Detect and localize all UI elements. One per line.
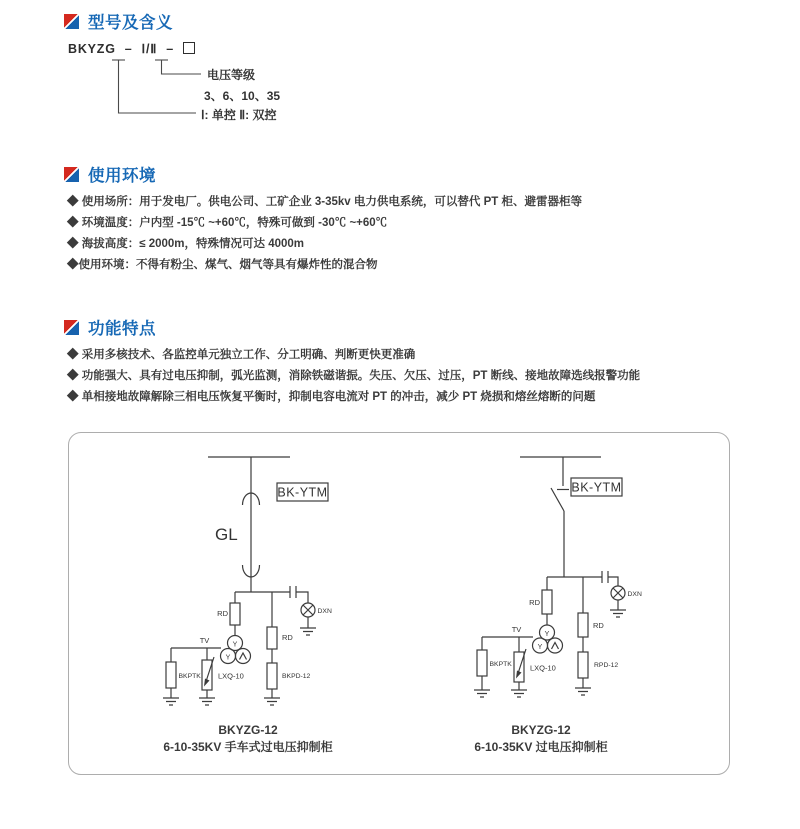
model-code-placeholder-box xyxy=(183,42,195,54)
fuse-label: RD xyxy=(529,598,540,607)
device-label: BK-YTM xyxy=(571,480,622,495)
ground-symbol xyxy=(575,688,591,695)
caption-name: 6-10-35KV 手车式过电压抑制柜 xyxy=(163,739,333,754)
arrester-symbol xyxy=(202,660,212,690)
device-label: BK-YTM xyxy=(277,485,328,500)
dxn-label: DXN xyxy=(627,591,642,598)
fuse-label: RD xyxy=(593,621,604,630)
lamp-symbol xyxy=(611,586,625,600)
caption-left xyxy=(118,722,378,755)
wire xyxy=(296,592,308,603)
section-marker-icon xyxy=(64,14,79,29)
rpd-label: RPD-12 xyxy=(594,662,619,669)
ground-symbol xyxy=(610,610,626,617)
voltage-transformer-symbol xyxy=(533,625,563,653)
list-item: ◆ 海拔高度：≤ 2000m，特殊情况可达 4000m xyxy=(67,238,305,250)
caption-model: BKYZG-12 xyxy=(218,723,278,737)
winding-label: Y xyxy=(537,644,543,651)
capacitor-symbol xyxy=(602,571,608,583)
features-list xyxy=(67,345,640,408)
caption-model: BKYZG-12 xyxy=(511,723,571,737)
fuse-label: RD xyxy=(217,609,228,618)
ground-symbol xyxy=(474,690,490,697)
lxq-label: LXQ-10 xyxy=(530,663,556,673)
callout-voltage-values: 3、6、10、35 xyxy=(204,89,281,103)
ground-symbol xyxy=(511,690,527,697)
bkpd-label: BKPD-12 xyxy=(282,673,311,680)
fuse-label: RD xyxy=(282,633,293,642)
model-code-variant: Ⅰ/Ⅱ xyxy=(141,42,158,56)
ground-symbol xyxy=(264,698,280,705)
section-title-model: 型号及含义 xyxy=(88,14,173,32)
model-code xyxy=(68,41,195,56)
list-item: ◆ 环境温度：户内型 -15℃ ~+60℃，特殊可做到 -30℃ ~+60℃ xyxy=(67,217,388,229)
arrester-arrow xyxy=(518,649,527,675)
model-code-dash: – xyxy=(166,41,174,56)
caption-name: 6-10-35KV 过电压抑制柜 xyxy=(474,739,608,754)
section-title-environment: 使用环境 xyxy=(88,167,156,185)
section-header-model xyxy=(64,9,173,33)
section-header-environment xyxy=(64,162,156,186)
section-title-features: 功能特点 xyxy=(88,320,156,338)
list-item: ◆使用环境：不得有粉尘、煤气、烟气等具有爆炸性的混合物 xyxy=(67,259,378,271)
model-code-base: BKYZG xyxy=(68,41,116,56)
tv-label: TV xyxy=(199,636,210,645)
callout-control-label: Ⅰ: 单控 Ⅱ: 双控 xyxy=(201,108,277,122)
open-delta-icon xyxy=(552,643,559,650)
fuse-symbol xyxy=(230,603,240,625)
section-marker-icon xyxy=(64,167,79,182)
section-header-features xyxy=(64,315,156,339)
tv-label: TV xyxy=(511,625,522,634)
gl-label: GL xyxy=(215,525,238,544)
arrester-arrow xyxy=(206,657,215,683)
lxq-label: LXQ-10 xyxy=(218,671,244,681)
diagram-right xyxy=(474,457,642,697)
list-item: ◆ 采用多核技术、各监控单元独立工作、分工明确、判断更快更准确 xyxy=(67,349,416,361)
voltage-transformer-symbol xyxy=(221,636,251,664)
arrester-symbol xyxy=(514,652,524,682)
diagram-left xyxy=(163,457,332,705)
winding-label: Y xyxy=(544,631,550,638)
section-marker-icon xyxy=(64,320,79,335)
winding-label: Y xyxy=(232,641,238,649)
model-code-dash: – xyxy=(124,41,133,56)
ground-symbol xyxy=(163,698,179,705)
bkptk-label: BKPTK xyxy=(178,673,201,680)
bkptk-symbol xyxy=(477,650,487,676)
capacitor-symbol xyxy=(290,586,296,598)
list-item: ◆ 使用场所：用于发电厂。供电公司、工矿企业 3-35kv 电力供电系统，可以替代 PT 柜、避雷器柜等 xyxy=(67,196,582,208)
rpd-symbol xyxy=(578,652,588,678)
bkptk-label: BKPTK xyxy=(489,661,512,668)
wire xyxy=(608,577,618,586)
bkptk-symbol xyxy=(166,662,176,688)
winding-label: Y xyxy=(225,654,231,662)
bkpd-symbol xyxy=(267,663,277,689)
arrester-arrowhead xyxy=(516,671,522,679)
lamp-symbol xyxy=(301,603,315,617)
ground-symbol xyxy=(199,698,215,705)
environment-list xyxy=(67,192,582,276)
list-item: ◆ 单相接地故障解除三相电压恢复平衡时，抑制电容电流对 PT 的冲击，减少 PT 烧损和熔丝熔断的问题 xyxy=(67,391,596,403)
list-item: ◆ 功能强大、具有过电压抑制，弧光监测，消除铁磁谐振。失压、欠压、过压，PT 断线、接地故障选线报警功能 xyxy=(67,370,641,382)
caption-right xyxy=(411,722,671,755)
arrester-arrowhead xyxy=(204,679,210,687)
fuse-symbol xyxy=(542,590,552,614)
dxn-label: DXN xyxy=(317,608,332,615)
fuse-symbol xyxy=(578,613,588,637)
open-delta-icon xyxy=(240,653,247,660)
disconnect-switch-icon xyxy=(551,488,569,511)
fuse-symbol xyxy=(267,627,277,649)
callout-voltage-label: 电压等级 xyxy=(207,68,256,82)
ground-symbol xyxy=(300,628,316,635)
